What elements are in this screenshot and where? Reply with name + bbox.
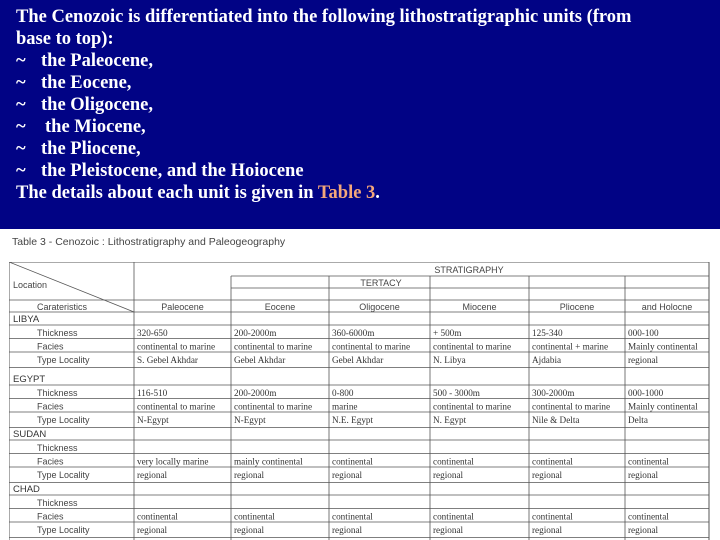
table-reference-link[interactable]: Table 3 bbox=[317, 183, 376, 203]
table-cell: continental bbox=[628, 511, 669, 522]
row-label: Type Locality bbox=[37, 470, 90, 480]
closing-text: The details about each unit is given in bbox=[16, 183, 318, 203]
table-cell: mainly continental bbox=[234, 456, 303, 467]
bullet-marker: ~ bbox=[16, 95, 26, 115]
stratigraphy-table-graphic bbox=[9, 262, 717, 540]
bullet-marker: ~ bbox=[16, 161, 26, 181]
region-name-egypt: EGYPT bbox=[13, 374, 46, 385]
table-cell: Gebel Akhdar bbox=[234, 355, 286, 365]
column-header: Eocene bbox=[264, 302, 296, 312]
table-cell: regional bbox=[628, 525, 659, 535]
stratigraphy-table bbox=[9, 262, 717, 540]
table-cell: Mainly continental bbox=[628, 341, 698, 352]
header-characteristics: Carateristics bbox=[37, 302, 88, 312]
bullet-text: the Oligocene, bbox=[41, 95, 154, 115]
table-cell: Ajdabia bbox=[532, 355, 562, 365]
row-label: Type Locality bbox=[37, 525, 90, 535]
table-cell: N.E. Egypt bbox=[332, 415, 374, 425]
region-name-chad: CHAD bbox=[13, 484, 40, 495]
region-name-sudan: SUDAN bbox=[13, 429, 47, 440]
column-header: Pliocene bbox=[559, 302, 595, 312]
table-cell: N-Egypt bbox=[234, 415, 266, 425]
table-cell: 320-650 bbox=[137, 328, 168, 338]
table-cell: continental bbox=[532, 456, 573, 467]
table-cell: continental + marine bbox=[532, 341, 609, 352]
table-cell: 116-510 bbox=[137, 388, 168, 398]
table-cell: regional bbox=[433, 525, 464, 535]
row-label: Facies bbox=[37, 401, 64, 412]
bullet-text: the Pliocene, bbox=[41, 139, 141, 159]
table-cell: very locally marine bbox=[137, 456, 209, 467]
table-cell: continental bbox=[433, 456, 474, 467]
table-cell: regional bbox=[234, 525, 265, 535]
region-name-libya: LIBYA bbox=[13, 314, 40, 325]
header-stratigraphy: STRATIGRAPHY bbox=[434, 265, 504, 275]
table-cell: Delta bbox=[628, 415, 648, 425]
table-cell: continental bbox=[332, 511, 373, 522]
header-location: Location bbox=[13, 280, 48, 290]
row-label: Type Locality bbox=[37, 355, 90, 365]
table-cell: continental to marine bbox=[137, 341, 216, 352]
table-cell: continental to marine bbox=[137, 401, 216, 412]
table-cell: continental bbox=[628, 456, 669, 467]
bullet-pleistocene bbox=[16, 160, 712, 182]
closing-period: . bbox=[375, 183, 380, 203]
table-cell: regional bbox=[137, 470, 168, 480]
table-cell: marine bbox=[332, 401, 358, 412]
table-cell: regional bbox=[628, 355, 659, 365]
slide-header-panel bbox=[0, 0, 720, 229]
table-cell: regional bbox=[137, 525, 168, 535]
bullet-pliocene bbox=[16, 138, 712, 160]
table-cell: regional bbox=[628, 470, 659, 480]
bullet-text: the Paleocene, bbox=[41, 51, 153, 71]
table-cell: continental bbox=[532, 511, 573, 522]
table-cell: continental bbox=[433, 511, 474, 522]
bullet-marker: ~ bbox=[16, 51, 26, 71]
table-cell: 200-2000m bbox=[234, 388, 277, 398]
table-cell: continental to marine bbox=[332, 341, 411, 352]
bullet-eocene bbox=[16, 72, 712, 94]
table-cell: 0-800 bbox=[332, 388, 354, 398]
table-cell: regional bbox=[433, 470, 464, 480]
row-label: Thickness bbox=[37, 498, 78, 508]
row-label: Thickness bbox=[37, 388, 78, 398]
row-label: Thickness bbox=[37, 328, 78, 338]
table-cell: S. Gebel Akhdar bbox=[137, 355, 198, 365]
table-cell: 500 - 3000m bbox=[433, 388, 480, 398]
bullet-oligocene bbox=[16, 94, 712, 116]
bullet-text: the Pleistocene, and the Hoiocene bbox=[41, 161, 304, 181]
row-label: Facies bbox=[37, 456, 64, 467]
bullet-marker: ~ bbox=[16, 73, 26, 93]
table-cell: continental bbox=[137, 511, 178, 522]
table-cell: continental to marine bbox=[234, 341, 313, 352]
table-cell: 300-2000m bbox=[532, 388, 575, 398]
table-cell: continental to marine bbox=[532, 401, 611, 412]
table-cell: Nile & Delta bbox=[532, 415, 580, 425]
table-cell: 000-1000 bbox=[628, 388, 664, 398]
row-label: Thickness bbox=[37, 443, 78, 453]
table-cell: continental to marine bbox=[433, 401, 512, 412]
table-cell: regional bbox=[332, 470, 363, 480]
table-cell: 200-2000m bbox=[234, 328, 277, 338]
table-cell: continental bbox=[234, 511, 275, 522]
column-header: Oligocene bbox=[359, 302, 400, 312]
row-label: Type Locality bbox=[37, 415, 90, 425]
table-caption: Table 3 - Cenozoic : Lithostratigraphy and Paleogeography bbox=[12, 236, 286, 248]
table-cell: regional bbox=[532, 470, 563, 480]
table-cell: N. Libya bbox=[433, 355, 466, 365]
table-cell: regional bbox=[332, 525, 363, 535]
table-cell: continental to marine bbox=[433, 341, 512, 352]
table-cell: continental to marine bbox=[234, 401, 313, 412]
table-cell: regional bbox=[234, 470, 265, 480]
bullet-marker: ~ bbox=[16, 117, 26, 137]
intro-line-1: The Cenozoic is differentiated into the following lithostratigraphic units (from bbox=[16, 7, 632, 27]
row-label: Facies bbox=[37, 511, 64, 522]
header-tertiary: TERTACY bbox=[360, 278, 402, 288]
table-cell: N. Egypt bbox=[433, 415, 467, 425]
bullet-miocene bbox=[16, 116, 712, 138]
table-cell: continental bbox=[332, 456, 373, 467]
column-header: Paleocene bbox=[161, 302, 204, 312]
intro-line-2: base to top): bbox=[16, 29, 114, 49]
column-header: and Holocne bbox=[641, 302, 693, 312]
bullet-paleocene bbox=[16, 50, 712, 72]
table-cell: N-Egypt bbox=[137, 415, 169, 425]
table-cell: + 500m bbox=[433, 328, 462, 338]
table-cell: 125-340 bbox=[532, 328, 563, 338]
table-cell: Mainly continental bbox=[628, 401, 698, 412]
bullet-marker: ~ bbox=[16, 139, 26, 159]
row-label: Facies bbox=[37, 341, 64, 352]
bullet-text: the Eocene, bbox=[41, 73, 132, 93]
table-cell: 360-6000m bbox=[332, 328, 375, 338]
table-cell: regional bbox=[532, 525, 563, 535]
table-cell: 000-100 bbox=[628, 328, 659, 338]
slide-text-block bbox=[16, 6, 712, 204]
table-cell: Gebel Akhdar bbox=[332, 355, 384, 365]
bullet-text: the Miocene, bbox=[45, 117, 146, 137]
column-header: Miocene bbox=[462, 302, 497, 312]
closing-line bbox=[16, 182, 712, 204]
